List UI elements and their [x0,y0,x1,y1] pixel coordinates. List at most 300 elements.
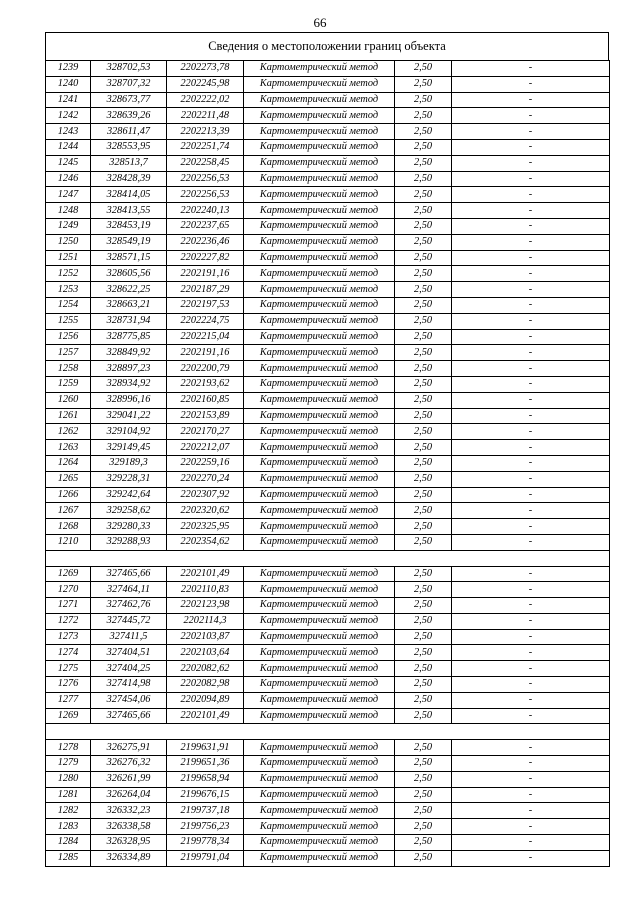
method-cell: Картометрический метод [244,361,395,377]
accuracy-cell: 2,50 [395,61,452,77]
table-row [46,661,610,677]
table-row [46,376,610,392]
table-row [46,503,610,519]
accuracy-cell: 2,50 [395,171,452,187]
point-number-cell: 1266 [46,487,91,503]
accuracy-cell: 2,50 [395,787,452,803]
x-coordinate-cell: 327465,66 [91,566,167,582]
point-number-cell: 1275 [46,661,91,677]
accuracy-cell: 2,50 [395,250,452,266]
y-coordinate-cell: 2202191,16 [167,266,244,282]
accuracy-cell: 2,50 [395,803,452,819]
y-coordinate-cell: 2202103,87 [167,629,244,645]
table-row [46,155,610,171]
x-coordinate-cell: 328553,95 [91,139,167,155]
note-cell: - [452,76,610,92]
method-cell: Картометрический метод [244,171,395,187]
y-coordinate-cell: 2202224,75 [167,313,244,329]
accuracy-cell: 2,50 [395,756,452,772]
x-coordinate-cell: 326261,99 [91,771,167,787]
table-row [46,566,610,582]
x-coordinate-cell: 329104,92 [91,424,167,440]
point-number-cell: 1249 [46,218,91,234]
x-coordinate-cell: 329189,3 [91,455,167,471]
note-cell: - [452,361,610,377]
method-cell: Картометрический метод [244,787,395,803]
accuracy-cell: 2,50 [395,629,452,645]
x-coordinate-cell: 328611,47 [91,124,167,140]
accuracy-cell: 2,50 [395,187,452,203]
point-number-cell: 1277 [46,692,91,708]
point-number-cell: 1255 [46,313,91,329]
method-cell: Картометрический метод [244,487,395,503]
x-coordinate-cell: 328453,19 [91,218,167,234]
table-row [46,313,610,329]
accuracy-cell: 2,50 [395,471,452,487]
y-coordinate-cell: 2202153,89 [167,408,244,424]
y-coordinate-cell: 2199676,15 [167,787,244,803]
table-row [46,361,610,377]
point-number-cell: 1250 [46,234,91,250]
accuracy-cell: 2,50 [395,534,452,550]
point-number-cell: 1267 [46,503,91,519]
accuracy-cell: 2,50 [395,582,452,598]
point-number-cell: 1244 [46,139,91,155]
method-cell: Картометрический метод [244,455,395,471]
accuracy-cell: 2,50 [395,519,452,535]
y-coordinate-cell: 2202187,29 [167,282,244,298]
method-cell: Картометрический метод [244,440,395,456]
note-cell: - [452,218,610,234]
table-row [46,92,610,108]
method-cell: Картометрический метод [244,187,395,203]
y-coordinate-cell: 2202193,62 [167,376,244,392]
point-number-cell: 1274 [46,645,91,661]
method-cell: Картометрический метод [244,771,395,787]
table-row [46,218,610,234]
boundary-coordinates-table [45,60,610,867]
accuracy-cell: 2,50 [395,392,452,408]
note-cell: - [452,534,610,550]
method-cell: Картометрический метод [244,566,395,582]
x-coordinate-cell: 328571,15 [91,250,167,266]
point-number-cell: 1284 [46,835,91,851]
point-number-cell: 1239 [46,61,91,77]
x-coordinate-cell: 327465,66 [91,708,167,724]
table-row [46,708,610,724]
note-cell: - [452,250,610,266]
method-cell: Картометрический метод [244,124,395,140]
table-body [46,61,610,867]
x-coordinate-cell: 327464,11 [91,582,167,598]
accuracy-cell: 2,50 [395,155,452,171]
table-row [46,187,610,203]
note-cell: - [452,756,610,772]
point-number-cell: 1245 [46,155,91,171]
x-coordinate-cell: 328639,26 [91,108,167,124]
x-coordinate-cell: 327454,06 [91,692,167,708]
note-cell: - [452,266,610,282]
y-coordinate-cell: 2202082,98 [167,677,244,693]
table-row [46,203,610,219]
point-number-cell: 1273 [46,629,91,645]
y-coordinate-cell: 2202236,46 [167,234,244,250]
table-row [46,677,610,693]
method-cell: Картометрический метод [244,692,395,708]
table-row [46,250,610,266]
method-cell: Картометрический метод [244,345,395,361]
table-row [46,124,610,140]
note-cell: - [452,376,610,392]
method-cell: Картометрический метод [244,740,395,756]
method-cell: Картометрический метод [244,756,395,772]
point-number-cell: 1268 [46,519,91,535]
point-number-cell: 1278 [46,740,91,756]
note-cell: - [452,297,610,313]
accuracy-cell: 2,50 [395,487,452,503]
note-cell: - [452,850,610,866]
y-coordinate-cell: 2202256,53 [167,187,244,203]
separator-cell [46,550,610,566]
point-number-cell: 1270 [46,582,91,598]
table-row [46,440,610,456]
note-cell: - [452,629,610,645]
note-cell: - [452,171,610,187]
note-cell: - [452,519,610,535]
x-coordinate-cell: 327414,98 [91,677,167,693]
table-row [46,266,610,282]
y-coordinate-cell: 2199778,34 [167,835,244,851]
accuracy-cell: 2,50 [395,361,452,377]
accuracy-cell: 2,50 [395,313,452,329]
method-cell: Картометрический метод [244,708,395,724]
method-cell: Картометрический метод [244,850,395,866]
y-coordinate-cell: 2202082,62 [167,661,244,677]
point-number-cell: 1254 [46,297,91,313]
y-coordinate-cell: 2202307,92 [167,487,244,503]
accuracy-cell: 2,50 [395,345,452,361]
method-cell: Картометрический метод [244,203,395,219]
x-coordinate-cell: 328428,39 [91,171,167,187]
x-coordinate-cell: 328996,16 [91,392,167,408]
point-number-cell: 1269 [46,708,91,724]
note-cell: - [452,566,610,582]
x-coordinate-cell: 328413,55 [91,203,167,219]
y-coordinate-cell: 2202213,39 [167,124,244,140]
y-coordinate-cell: 2202256,53 [167,171,244,187]
x-coordinate-cell: 328622,25 [91,282,167,298]
method-cell: Картометрический метод [244,139,395,155]
y-coordinate-cell: 2202170,27 [167,424,244,440]
y-coordinate-cell: 2202227,82 [167,250,244,266]
note-cell: - [452,61,610,77]
x-coordinate-cell: 328775,85 [91,329,167,345]
point-number-cell: 1279 [46,756,91,772]
boundary-table-frame [45,32,609,867]
method-cell: Картометрический метод [244,329,395,345]
y-coordinate-cell: 2202320,62 [167,503,244,519]
x-coordinate-cell: 327411,5 [91,629,167,645]
note-cell: - [452,187,610,203]
y-coordinate-cell: 2199651,36 [167,756,244,772]
table-row [46,613,610,629]
table-row [46,392,610,408]
x-coordinate-cell: 328731,94 [91,313,167,329]
table-row [46,171,610,187]
method-cell: Картометрический метод [244,835,395,851]
point-number-cell: 1252 [46,266,91,282]
point-number-cell: 1283 [46,819,91,835]
method-cell: Картометрический метод [244,250,395,266]
point-number-cell: 1246 [46,171,91,187]
note-cell: - [452,645,610,661]
note-cell: - [452,835,610,851]
note-cell: - [452,282,610,298]
table-row [46,850,610,866]
x-coordinate-cell: 328934,92 [91,376,167,392]
point-number-cell: 1242 [46,108,91,124]
table-row [46,534,610,550]
y-coordinate-cell: 2202211,48 [167,108,244,124]
accuracy-cell: 2,50 [395,76,452,92]
note-cell: - [452,313,610,329]
accuracy-cell: 2,50 [395,771,452,787]
point-number-cell: 1285 [46,850,91,866]
method-cell: Картометрический метод [244,519,395,535]
method-cell: Картометрический метод [244,613,395,629]
point-number-cell: 1272 [46,613,91,629]
note-cell: - [452,582,610,598]
point-number-cell: 1281 [46,787,91,803]
table-row [46,629,610,645]
note-cell: - [452,139,610,155]
method-cell: Картометрический метод [244,376,395,392]
method-cell: Картометрический метод [244,313,395,329]
point-number-cell: 1210 [46,534,91,550]
note-cell: - [452,92,610,108]
x-coordinate-cell: 328702,53 [91,61,167,77]
x-coordinate-cell: 327404,25 [91,661,167,677]
y-coordinate-cell: 2199631,91 [167,740,244,756]
x-coordinate-cell: 328605,56 [91,266,167,282]
accuracy-cell: 2,50 [395,677,452,693]
y-coordinate-cell: 2202110,83 [167,582,244,598]
accuracy-cell: 2,50 [395,503,452,519]
table-row [46,282,610,298]
table-row [46,234,610,250]
note-cell: - [452,455,610,471]
accuracy-cell: 2,50 [395,850,452,866]
x-coordinate-cell: 329242,64 [91,487,167,503]
accuracy-cell: 2,50 [395,108,452,124]
accuracy-cell: 2,50 [395,266,452,282]
note-cell: - [452,329,610,345]
table-row [46,471,610,487]
accuracy-cell: 2,50 [395,819,452,835]
method-cell: Картометрический метод [244,645,395,661]
point-number-cell: 1282 [46,803,91,819]
accuracy-cell: 2,50 [395,218,452,234]
y-coordinate-cell: 2202245,98 [167,76,244,92]
point-number-cell: 1241 [46,92,91,108]
table-row [46,408,610,424]
y-coordinate-cell: 2199756,23 [167,819,244,835]
method-cell: Картометрический метод [244,155,395,171]
y-coordinate-cell: 2202259,16 [167,455,244,471]
accuracy-cell: 2,50 [395,297,452,313]
accuracy-cell: 2,50 [395,440,452,456]
group-separator-row [46,724,610,740]
x-coordinate-cell: 328673,77 [91,92,167,108]
method-cell: Картометрический метод [244,234,395,250]
method-cell: Картометрический метод [244,297,395,313]
x-coordinate-cell: 326276,32 [91,756,167,772]
note-cell: - [452,708,610,724]
method-cell: Картометрический метод [244,424,395,440]
note-cell: - [452,613,610,629]
y-coordinate-cell: 2202114,3 [167,613,244,629]
x-coordinate-cell: 326334,89 [91,850,167,866]
accuracy-cell: 2,50 [395,598,452,614]
accuracy-cell: 2,50 [395,613,452,629]
y-coordinate-cell: 2199737,18 [167,803,244,819]
table-row [46,345,610,361]
method-cell: Картометрический метод [244,76,395,92]
accuracy-cell: 2,50 [395,835,452,851]
y-coordinate-cell: 2202270,24 [167,471,244,487]
table-row [46,740,610,756]
separator-cell [46,724,610,740]
y-coordinate-cell: 2202273,78 [167,61,244,77]
table-row [46,329,610,345]
method-cell: Картометрический метод [244,582,395,598]
y-coordinate-cell: 2199791,04 [167,850,244,866]
table-row [46,756,610,772]
y-coordinate-cell: 2202212,07 [167,440,244,456]
method-cell: Картометрический метод [244,218,395,234]
x-coordinate-cell: 326332,23 [91,803,167,819]
x-coordinate-cell: 329280,33 [91,519,167,535]
accuracy-cell: 2,50 [395,692,452,708]
note-cell: - [452,771,610,787]
method-cell: Картометрический метод [244,661,395,677]
accuracy-cell: 2,50 [395,203,452,219]
point-number-cell: 1240 [46,76,91,92]
point-number-cell: 1261 [46,408,91,424]
x-coordinate-cell: 328549,19 [91,234,167,250]
y-coordinate-cell: 2202325,95 [167,519,244,535]
accuracy-cell: 2,50 [395,424,452,440]
table-row [46,582,610,598]
y-coordinate-cell: 2202103,64 [167,645,244,661]
accuracy-cell: 2,50 [395,708,452,724]
y-coordinate-cell: 2202123,98 [167,598,244,614]
point-number-cell: 1243 [46,124,91,140]
note-cell: - [452,487,610,503]
accuracy-cell: 2,50 [395,740,452,756]
point-number-cell: 1262 [46,424,91,440]
x-coordinate-cell: 326328,95 [91,835,167,851]
note-cell: - [452,440,610,456]
table-row [46,297,610,313]
table-row [46,598,610,614]
method-cell: Картометрический метод [244,282,395,298]
accuracy-cell: 2,50 [395,408,452,424]
y-coordinate-cell: 2202197,53 [167,297,244,313]
x-coordinate-cell: 326338,58 [91,819,167,835]
table-row [46,108,610,124]
note-cell: - [452,740,610,756]
note-cell: - [452,124,610,140]
x-coordinate-cell: 329288,93 [91,534,167,550]
y-coordinate-cell: 2202160,85 [167,392,244,408]
point-number-cell: 1257 [46,345,91,361]
y-coordinate-cell: 2202237,65 [167,218,244,234]
note-cell: - [452,471,610,487]
method-cell: Картометрический метод [244,534,395,550]
x-coordinate-cell: 328513,7 [91,155,167,171]
method-cell: Картометрический метод [244,819,395,835]
note-cell: - [452,234,610,250]
note-cell: - [452,155,610,171]
y-coordinate-cell: 2202094,89 [167,692,244,708]
note-cell: - [452,503,610,519]
accuracy-cell: 2,50 [395,329,452,345]
method-cell: Картометрический метод [244,408,395,424]
table-row [46,76,610,92]
y-coordinate-cell: 2202215,04 [167,329,244,345]
x-coordinate-cell: 326275,91 [91,740,167,756]
accuracy-cell: 2,50 [395,661,452,677]
y-coordinate-cell: 2202251,74 [167,139,244,155]
method-cell: Картометрический метод [244,629,395,645]
table-row [46,424,610,440]
note-cell: - [452,677,610,693]
table-row [46,771,610,787]
note-cell: - [452,408,610,424]
table-heading: Сведения о местоположении границ объекта [45,32,609,60]
point-number-cell: 1258 [46,361,91,377]
note-cell: - [452,203,610,219]
y-coordinate-cell: 2202240,13 [167,203,244,219]
method-cell: Картометрический метод [244,503,395,519]
method-cell: Картометрический метод [244,803,395,819]
note-cell: - [452,803,610,819]
table-row [46,645,610,661]
table-row [46,787,610,803]
table-row [46,835,610,851]
accuracy-cell: 2,50 [395,566,452,582]
point-number-cell: 1251 [46,250,91,266]
y-coordinate-cell: 2202191,16 [167,345,244,361]
y-coordinate-cell: 2199658,94 [167,771,244,787]
x-coordinate-cell: 327404,51 [91,645,167,661]
note-cell: - [452,692,610,708]
point-number-cell: 1263 [46,440,91,456]
x-coordinate-cell: 329149,45 [91,440,167,456]
accuracy-cell: 2,50 [395,124,452,140]
method-cell: Картометрический метод [244,677,395,693]
x-coordinate-cell: 328663,21 [91,297,167,313]
accuracy-cell: 2,50 [395,455,452,471]
point-number-cell: 1256 [46,329,91,345]
table-row [46,519,610,535]
accuracy-cell: 2,50 [395,282,452,298]
note-cell: - [452,661,610,677]
y-coordinate-cell: 2202258,45 [167,155,244,171]
x-coordinate-cell: 328897,23 [91,361,167,377]
table-row [46,692,610,708]
